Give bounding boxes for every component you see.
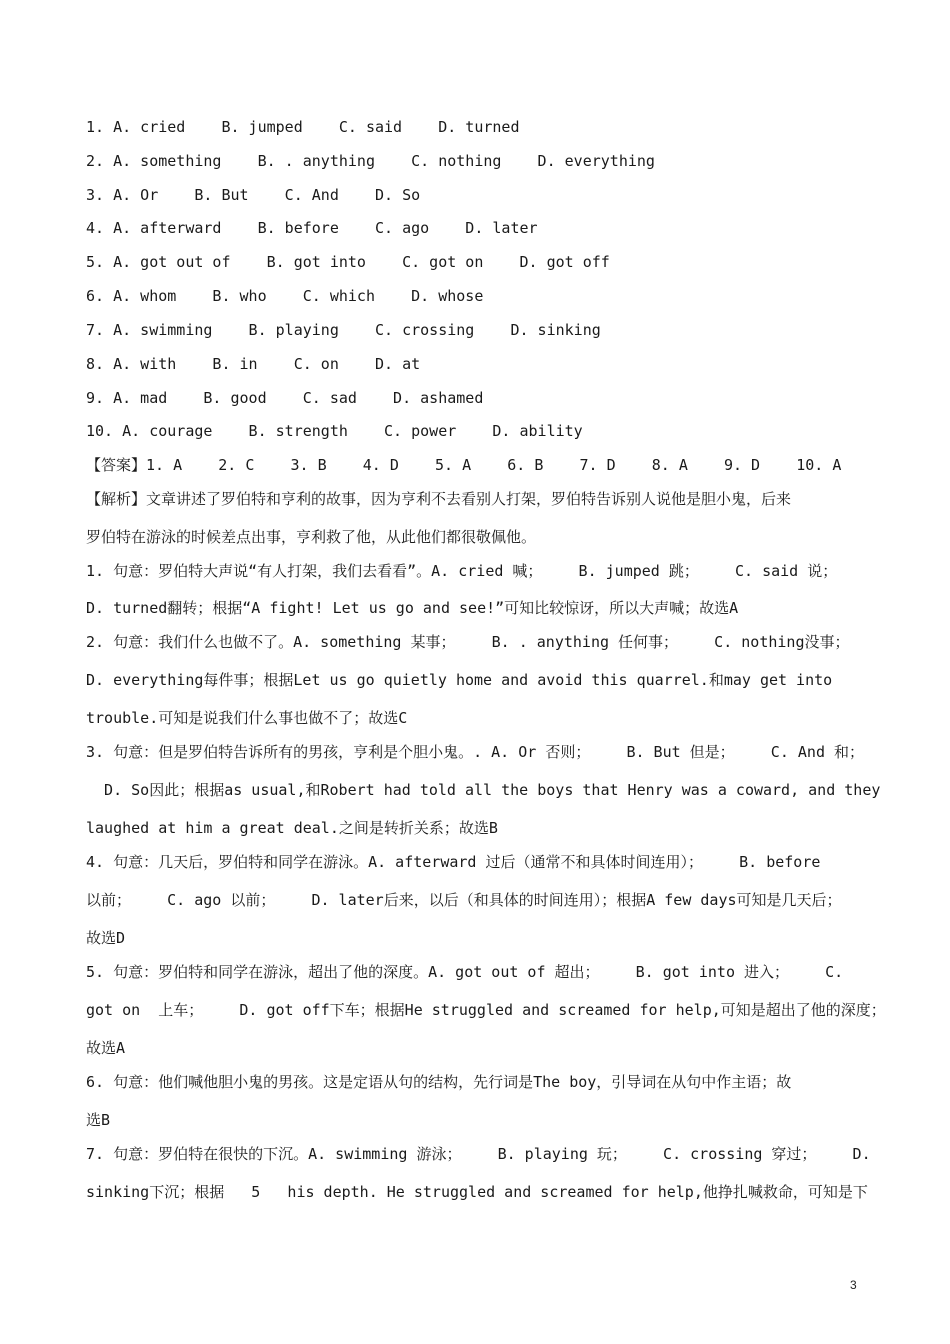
explanation-line: D. turned翻转；根据“A fight! Let us go and see!”可知比较惊讶，所以大声喊；故选A	[86, 599, 739, 617]
explanation-line: 以前； C. ago 以前； D. later后来，以后（和具体的时间连用）；根据A few days可知是几天后；	[86, 891, 842, 909]
option-line-6: 6. A. whom B. who C. which D. whose	[86, 287, 484, 305]
option-line-8: 8. A. with B. in C. on D. at	[86, 355, 421, 373]
explanation-line: 故选D	[86, 929, 126, 947]
option-line-4: 4. A. afterward B. before C. ago D. later	[86, 219, 538, 237]
explanation-line: 故选A	[86, 1039, 126, 1057]
explanation-line: 7. 句意：罗伯特在很快的下沉。A. swimming 游泳； B. playing 玩； C. crossing 穿过； D.	[86, 1145, 871, 1163]
option-line-7: 7. A. swimming B. playing C. crossing D. sinking	[86, 321, 601, 339]
explanation-line: 4. 句意：几天后，罗伯特和同学在游泳。A. afterward 过后（通常不和具体时间连用）； B. before	[86, 853, 821, 871]
explanation-line: D. everything每件事；根据Let us go quietly home and avoid this quarrel.和may get into	[86, 671, 833, 689]
option-line-1: 1. A. cried B. jumped C. said D. turned	[86, 118, 520, 136]
explanation-line: 5. 句意：罗伯特和同学在游泳，超出了他的深度。A. got out of 超出； B. got into 进入； C.	[86, 963, 844, 981]
explanation-line: sinking下沉；根据 5 his depth. He struggled and screamed for help,他挣扎喊救命，可知是下	[86, 1183, 868, 1201]
option-line-10: 10. A. courage B. strength C. power D. ability	[86, 422, 583, 440]
explanation-line: 【解析】文章讲述了罗伯特和亨利的故事，因为亨利不去看别人打架，罗伯特告诉别人说他是胆小鬼，后来	[86, 490, 792, 508]
option-line-2: 2. A. something B. . anything C. nothing D. everything	[86, 152, 655, 170]
explanation-line: 选B	[86, 1111, 111, 1129]
explanation-line: trouble.可知是说我们什么事也做不了；故选C	[86, 709, 408, 727]
explanation-line: 3. 句意：但是罗伯特告诉所有的男孩，亨利是个胆小鬼。. A. Or 否则； B. But 但是； C. And 和；	[86, 743, 865, 761]
explanation-line: 2. 句意：我们什么也做不了。A. something 某事； B. . anything 任何事； C. nothing没事；	[86, 633, 850, 651]
explanation-line: got on 上车； D. got off下车；根据He struggled and screamed for help,可知是超出了他的深度；	[86, 1001, 886, 1019]
explanation-line: D. So因此；根据as usual,和Robert had told all the boys that Henry was a coward, and they	[86, 781, 881, 799]
explanation-line: 罗伯特在游泳的时候差点出事，亨利救了他，从此他们都很敬佩他。	[86, 528, 537, 546]
option-line-5: 5. A. got out of B. got into C. got on D. got off	[86, 253, 610, 271]
explanation-line: 6. 句意：他们喊他胆小鬼的男孩。这是定语从句的结构，先行词是The boy，引导词在从句中作主语；故	[86, 1073, 792, 1091]
explanation-line: laughed at him a great deal.之间是转折关系；故选B	[86, 819, 498, 837]
option-line-3: 3. A. Or B. But C. And D. So	[86, 186, 421, 204]
page-number: 3	[850, 1278, 857, 1292]
explanation-line: 1. 句意：罗伯特大声说“有人打架，我们去看看”。A. cried 喊； B. jumped 跳； C. said 说；	[86, 562, 838, 580]
option-line-9: 9. A. mad B. good C. sad D. ashamed	[86, 389, 484, 407]
answer-line: 【答案】1. A 2. C 3. B 4. D 5. A 6. B 7. D 8. A 9. D 10. A	[86, 456, 842, 474]
